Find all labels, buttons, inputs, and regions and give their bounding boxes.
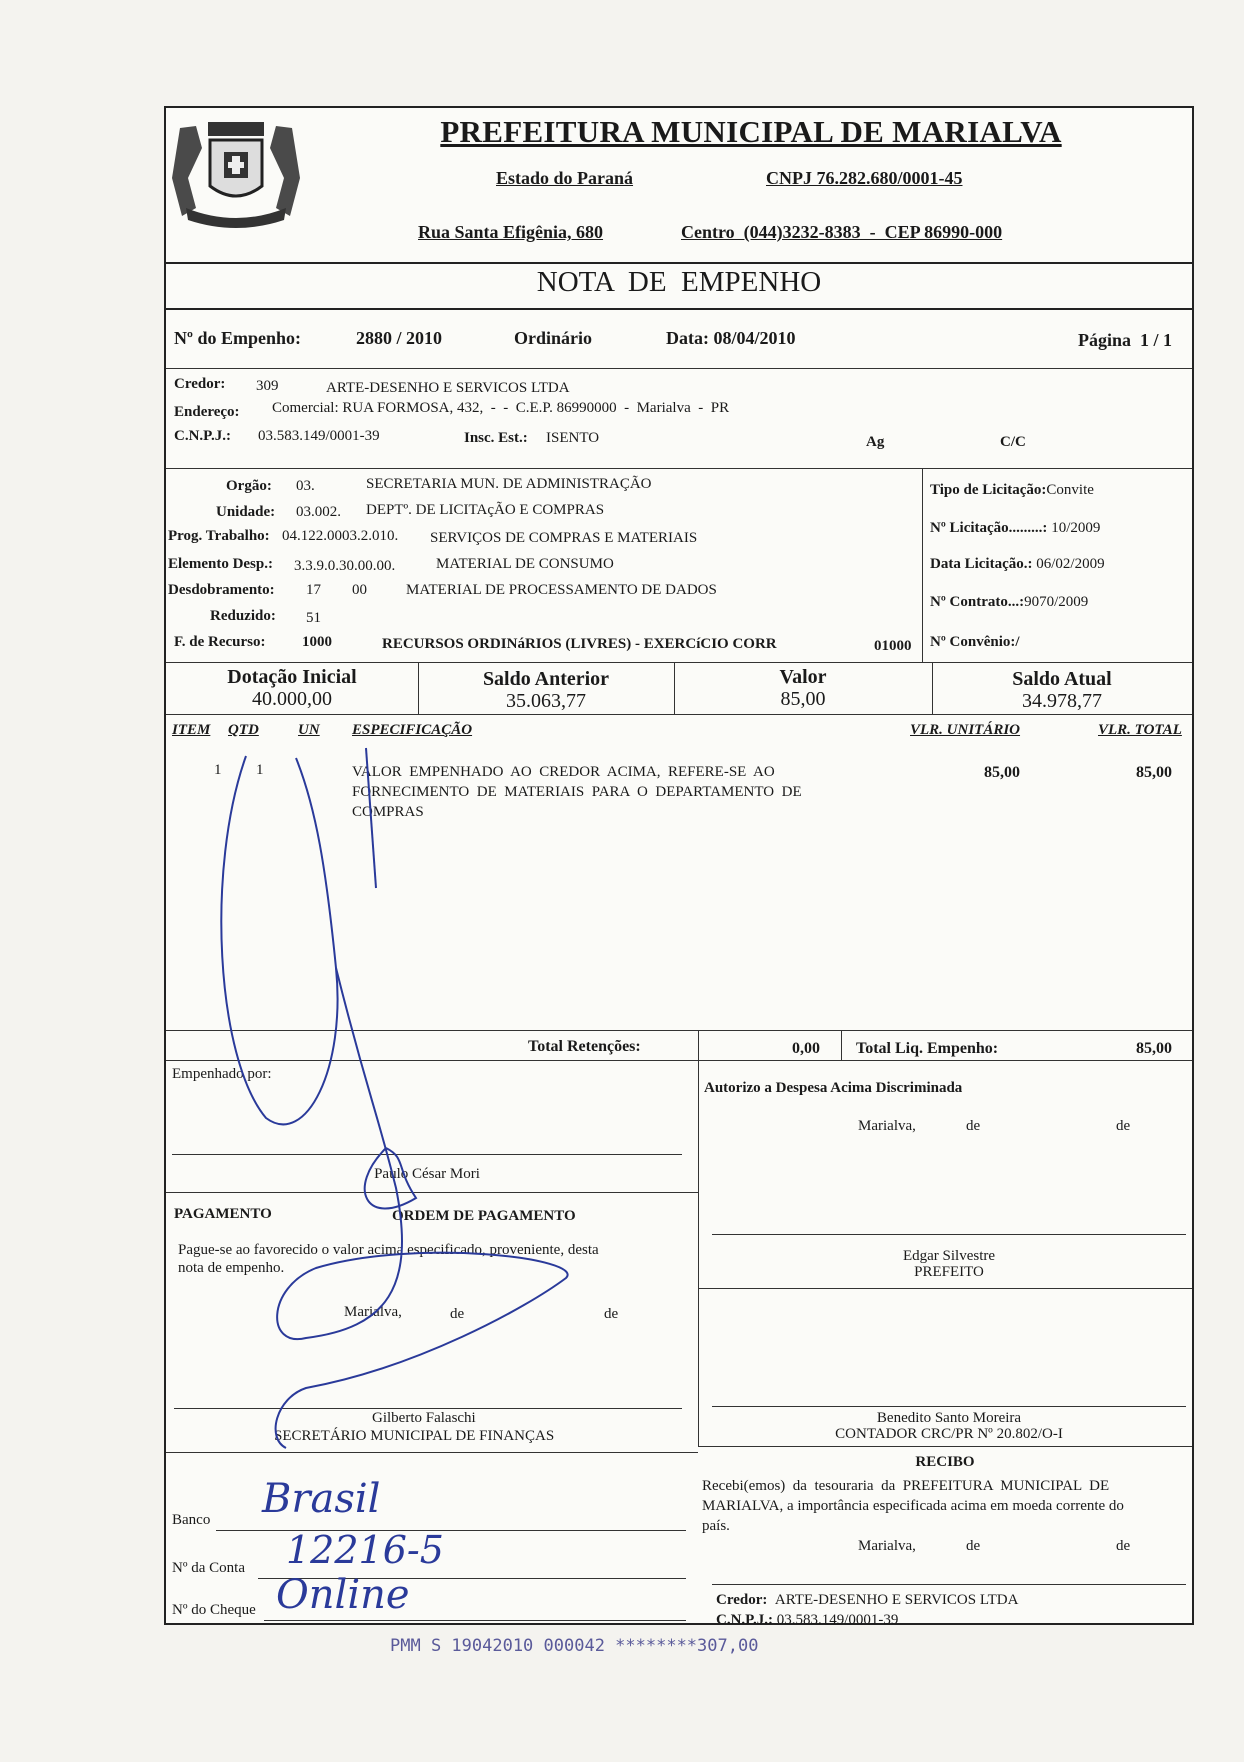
col-vlr-unitario: VLR. UNITÁRIO [910,722,1021,738]
header-state: Estado do Paraná [496,168,634,188]
item-desc-line2: FORNECIMENTO DE MATERIAIS PARA O DEPARTAMENTO DE [352,784,802,800]
reduzido-label: Reduzido: [210,608,276,624]
dotacao-label: Dotação Inicial [227,666,357,688]
recibo-credor-label: Credor: [716,1592,768,1608]
pagamento-city: Marialva, [344,1304,402,1320]
header-address: Rua Santa Efigênia, 680 [418,222,604,242]
prog-label: Prog. Trabalho: [168,528,270,544]
licitacao-data-value: 06/02/2009 [1036,556,1105,572]
item-desc-line3: COMPRAS [352,804,424,820]
col-especificacao: ESPECIFICAÇÃO [352,722,473,738]
licitacao-tipo-value: Convite [1046,482,1094,498]
autorizo-de2: de [1116,1118,1131,1134]
licitacao-data-label: Data Licitação.: [930,556,1033,572]
licitacao-numero-value: 10/2009 [1051,520,1101,536]
doc-title: NOTA DE EMPENHO [536,266,822,298]
pen-signature-strokes [166,108,1192,1623]
recibo-title: RECIBO [915,1454,975,1470]
pagamento-text1: Pague-se ao favorecido o valor acima especificado, proveniente, desta [178,1242,599,1258]
recibo-de1: de [966,1538,981,1554]
cheque-value: Online [276,1572,410,1618]
autorizo-de1: de [966,1118,981,1134]
pagamento-de1: de [450,1306,465,1322]
insc-value: ISENTO [546,430,600,446]
banco-label: Banco [172,1512,211,1528]
orgao-name: SECRETARIA MUN. DE ADMINISTRAÇÃO [366,476,652,492]
licitacao-contrato-value: 9070/2009 [1024,594,1089,610]
cheque-label: Nº do Cheque [172,1602,256,1618]
header-title: PREFEITURA MUNICIPAL DE MARIALVA [440,114,1062,149]
desdobramento-name: MATERIAL DE PROCESSAMENTO DE DADOS [406,582,717,598]
recibo-text1: Recebi(emos) da tesouraria da PREFEITURA MUNICIPAL DE [702,1478,1110,1494]
recibo-cnpj-value: 03.583.149/0001-39 [776,1612,899,1628]
recibo-city: Marialva, [858,1538,916,1554]
total-retencoes-value: 0,00 [792,1040,820,1057]
empenho-number: 2880 / 2010 [356,328,443,348]
col-un: UN [298,722,320,738]
valor-value: 85,00 [780,688,826,710]
col-item: ITEM [172,722,211,738]
empenhado-por-label: Empenhado por: [172,1066,272,1082]
elemento-name: MATERIAL DE CONSUMO [436,556,614,572]
unidade-label: Unidade: [216,504,276,520]
footer-code: PMM S 19042010 000042 ********307,00 [390,1636,759,1656]
unidade-code: 03.002. [296,504,341,520]
prog-name: SERVIÇOS DE COMPRAS E MATERIAIS [430,530,698,546]
endereco-value: Comercial: RUA FORMOSA, 432, - - C.E.P. 86990000 - Marialva - PR [272,400,730,416]
unidade-name: DEPTº. DE LICITAçÃO E COMPRAS [366,502,605,518]
empenho-page: Página 1 / 1 [1078,330,1173,350]
desdobramento-code: 17 [306,582,321,598]
desdobramento-label: Desdobramento: [168,582,275,598]
cnpj-label: C.N.P.J.: [174,428,231,444]
contador-name: Benedito Santo Moreira [876,1410,1022,1426]
saldo-anterior-label: Saldo Anterior [482,668,610,690]
endereco-label: Endereço: [174,404,240,420]
pagamento-signer: Gilberto Falaschi [372,1410,476,1426]
elemento-code: 3.3.9.0.30.00.00. [294,558,396,574]
saldo-anterior-value: 35.063,77 [506,690,586,712]
item-desc-line1: VALOR EMPENHADO AO CREDOR ACIMA, REFERE-SE AO [352,764,775,780]
autorizo-title: Autorizo a Despesa Acima Discriminada [704,1080,963,1096]
elemento-label: Elemento Desp.: [168,556,273,572]
cc-label: C/C [1000,434,1026,450]
empenhado-signer: Paulo César Mori [374,1166,480,1182]
valor-label: Valor [779,666,827,688]
total-liquido-value: 85,00 [1136,1040,1172,1057]
item-qtd: 1 [256,762,264,778]
reduzido-code: 51 [306,610,321,626]
credor-code: 309 [256,378,279,394]
licitacao-contrato-label: Nº Contrato...: [930,594,1025,610]
pagamento-signer-title: SECRETÁRIO MUNICIPAL DE FINANÇAS [274,1428,555,1444]
pagamento-text2: nota de empenho. [178,1260,285,1276]
header-contact: Centro (044)3232-8383 - CEP 86990-000 [681,222,1003,242]
saldo-atual-label: Saldo Atual [1012,668,1112,690]
col-qtd: QTD [228,722,259,738]
prog-code: 04.122.0003.2.010. [282,528,399,544]
credor-label: Credor: [174,376,226,392]
conta-value: 12216-5 [286,1528,444,1572]
licitacao-tipo-label: Tipo de Licitação: [930,482,1047,498]
recibo-credor-value: ARTE-DESENHO E SERVICOS LTDA [774,1592,1019,1608]
credor-name: ARTE-DESENHO E SERVICOS LTDA [326,380,570,396]
item-number: 1 [214,762,222,778]
autorizo-city: Marialva, [858,1118,916,1134]
empenho-type: Ordinário [514,328,593,348]
recurso-code: 1000 [302,634,332,650]
empenho-label: Nº do Empenho: [174,328,301,348]
conta-label: Nº da Conta [172,1560,245,1576]
contador-title: CONTADOR CRC/PR Nº 20.802/O-I [835,1426,1063,1442]
orgao-label: Orgão: [226,478,272,494]
desdobramento-sub: 00 [352,582,367,598]
total-liquido-label: Total Liq. Empenho: [856,1040,999,1057]
pagamento-label: PAGAMENTO [174,1206,272,1222]
recibo-de2: de [1116,1538,1131,1554]
insc-label: Insc. Est.: [464,430,528,446]
prefeito-name: Edgar Silvestre [902,1248,996,1264]
licitacao-numero-label: Nº Licitação.........: [930,520,1048,536]
recibo-cnpj-label: C.N.P.J.: [716,1612,773,1628]
dotacao-value: 40.000,00 [252,688,332,710]
header-cnpj: CNPJ 76.282.680/0001-45 [766,168,963,188]
licitacao-convenio: Nº Convênio:/ [930,634,1020,650]
empenho-date: Data: 08/04/2010 [666,328,796,348]
item-unit-value: 85,00 [984,764,1020,781]
pagamento-de2: de [604,1306,619,1322]
col-vlr-total: VLR. TOTAL [1098,722,1182,738]
recibo-text3: país. [702,1518,730,1534]
saldo-atual-value: 34.978,77 [1022,690,1102,712]
banco-value: Brasil [262,1476,381,1522]
recurso-name: RECURSOS ORDINáRIOS (LIVRES) - EXERCíCIO CORR [382,636,777,652]
item-total-value: 85,00 [1136,764,1172,781]
ordem-pagamento-label: ORDEM DE PAGAMENTO [392,1208,576,1224]
recurso-label: F. de Recurso: [174,634,266,650]
recibo-text2: MARIALVA, a importância especificada acima em moeda corrente do [702,1498,1124,1514]
ag-label: Ag [866,434,885,450]
nota-de-empenho-form [164,106,1194,1628]
total-retencoes-label: Total Retenções: [528,1038,641,1055]
recurso-code2: 01000 [874,638,912,654]
orgao-code: 03. [296,478,315,494]
prefeito-title: PREFEITO [914,1264,984,1280]
cnpj-value: 03.583.149/0001-39 [258,428,380,444]
